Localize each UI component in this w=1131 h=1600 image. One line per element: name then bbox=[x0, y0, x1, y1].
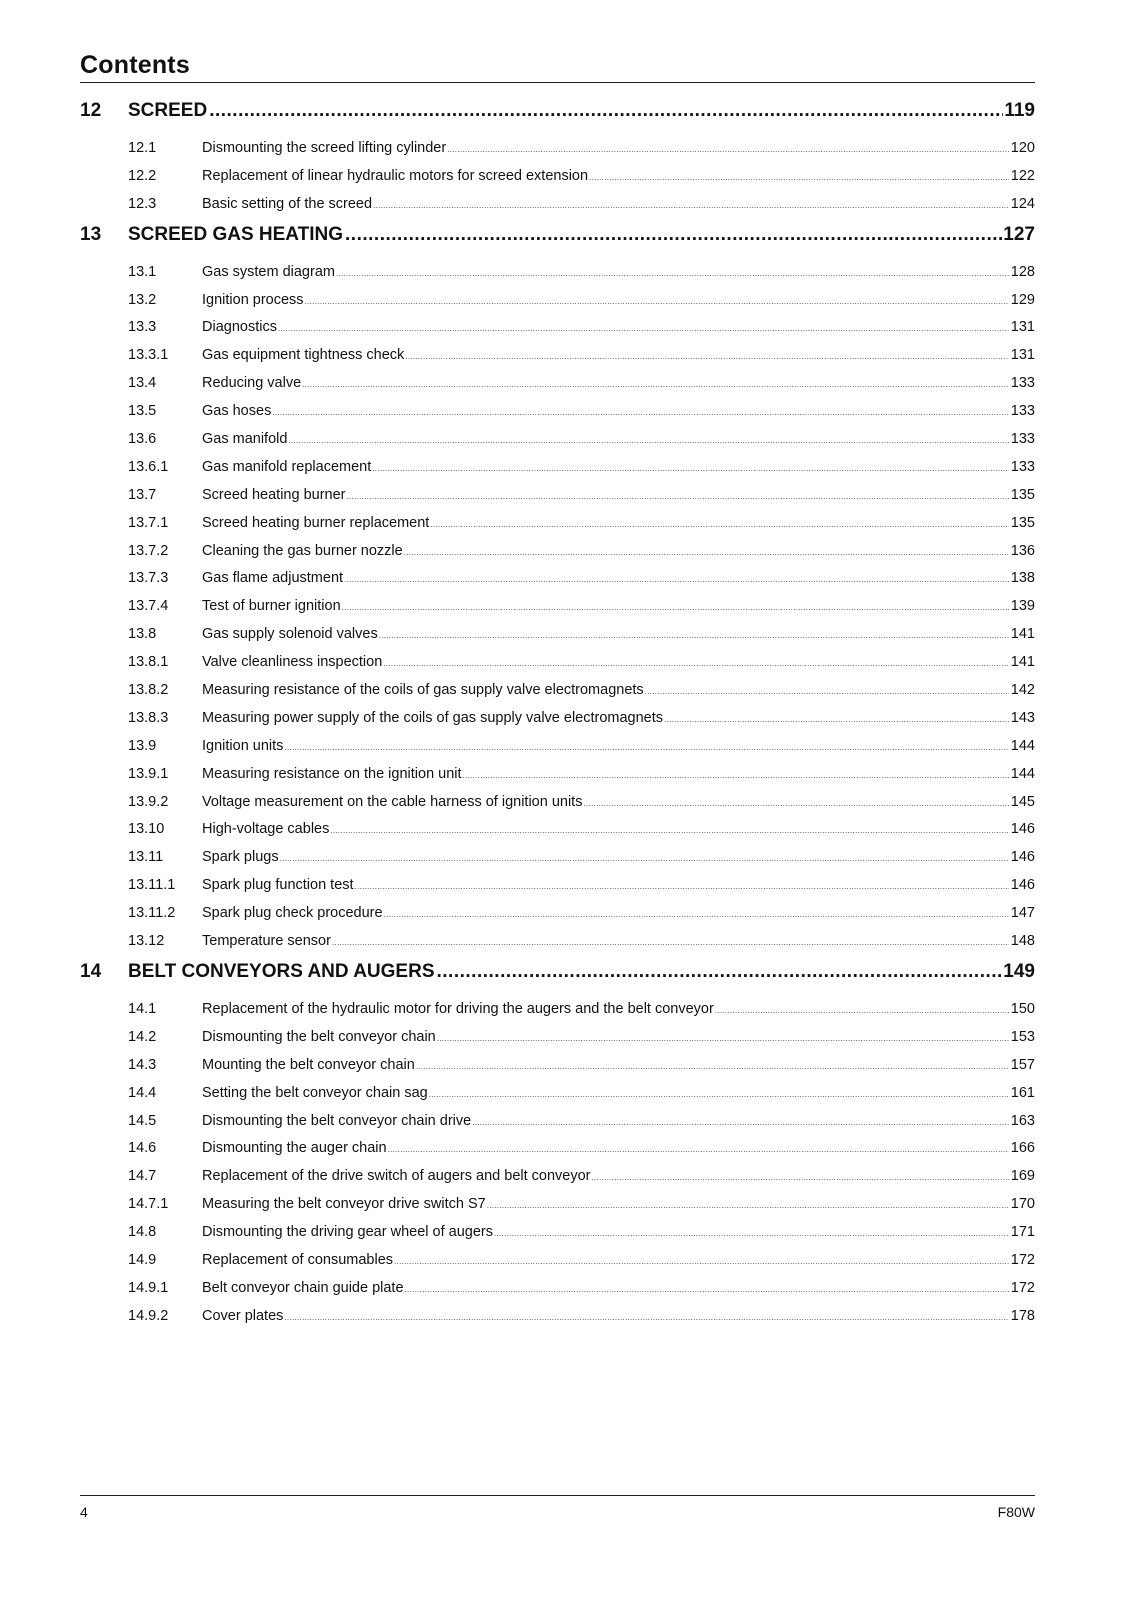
chapter-number: 13 bbox=[80, 223, 102, 245]
toc-entry[interactable] bbox=[80, 1252, 1035, 1280]
section-title: Setting the belt conveyor chain sag bbox=[202, 1084, 428, 1101]
dot-leader bbox=[437, 961, 1003, 983]
section-number: 14.9.2 bbox=[128, 1307, 169, 1324]
toc-entry[interactable] bbox=[80, 168, 1035, 196]
dot-leader bbox=[379, 631, 1009, 640]
section-page: 178 bbox=[1010, 1307, 1035, 1324]
section-number: 14.8 bbox=[128, 1224, 157, 1241]
section-number: 13.7.2 bbox=[128, 542, 169, 559]
toc-chapter-14[interactable] bbox=[80, 961, 1035, 995]
section-number: 13.7.4 bbox=[128, 598, 169, 615]
dot-leader bbox=[487, 1201, 1009, 1210]
dot-leader bbox=[383, 659, 1009, 668]
section-title: Reducing valve bbox=[202, 375, 302, 392]
section-page: 128 bbox=[1010, 263, 1035, 280]
section-title: Gas hoses bbox=[202, 403, 272, 420]
chapter-title: BELT CONVEYORS AND AUGERS bbox=[128, 960, 435, 982]
section-title: Replacement of the drive switch of augers and belt conveyor bbox=[202, 1168, 591, 1185]
dot-leader bbox=[355, 882, 1009, 891]
toc-entry[interactable] bbox=[80, 877, 1035, 905]
section-page: 133 bbox=[1010, 403, 1035, 420]
section-title: Measuring resistance of the coils of gas supply valve electromagnets bbox=[202, 682, 644, 699]
section-title: Gas system diagram bbox=[202, 263, 335, 280]
toc-entry[interactable] bbox=[80, 1085, 1035, 1113]
dot-leader bbox=[330, 826, 1008, 835]
section-page: 131 bbox=[1010, 347, 1035, 364]
section-page: 139 bbox=[1010, 598, 1035, 615]
toc-chapter-13[interactable] bbox=[80, 224, 1035, 258]
toc-entry[interactable] bbox=[80, 403, 1035, 431]
dot-leader bbox=[592, 1173, 1009, 1182]
section-number: 12.3 bbox=[128, 195, 157, 212]
section-title: Gas manifold replacement bbox=[202, 458, 372, 475]
toc-entry[interactable] bbox=[80, 766, 1035, 794]
section-title: Gas flame adjustment bbox=[202, 570, 344, 587]
dot-leader bbox=[305, 297, 1009, 306]
toc-entry[interactable] bbox=[80, 933, 1035, 961]
section-title: Replacement of consumables bbox=[202, 1251, 394, 1268]
section-number: 14.9 bbox=[128, 1251, 157, 1268]
dot-leader bbox=[405, 1285, 1009, 1294]
section-number: 13.9 bbox=[128, 737, 157, 754]
toc-entry[interactable] bbox=[80, 1168, 1035, 1196]
section-page: 138 bbox=[1010, 570, 1035, 587]
section-page: 148 bbox=[1010, 933, 1035, 950]
toc-section-list bbox=[80, 264, 1035, 961]
dot-leader bbox=[345, 224, 1002, 246]
section-title: Cover plates bbox=[202, 1307, 284, 1324]
dot-leader bbox=[284, 1313, 1008, 1322]
section-page: 124 bbox=[1010, 195, 1035, 212]
section-number: 12.2 bbox=[128, 167, 157, 184]
section-title: Temperature sensor bbox=[202, 933, 331, 950]
page-footer bbox=[80, 1495, 1035, 1526]
dot-leader bbox=[472, 1118, 1009, 1127]
table-of-contents bbox=[80, 100, 1035, 1336]
dot-leader bbox=[430, 520, 1008, 529]
section-title: Dismounting the screed lifting cylinder bbox=[202, 140, 447, 156]
section-page: 133 bbox=[1010, 431, 1035, 448]
chapter-title: SCREED bbox=[128, 100, 208, 121]
section-page: 146 bbox=[1010, 849, 1035, 866]
dot-leader bbox=[388, 1145, 1009, 1154]
section-page: 172 bbox=[1010, 1279, 1035, 1296]
chapter-number: 12 bbox=[80, 100, 102, 121]
toc-entry[interactable] bbox=[80, 794, 1035, 822]
toc-entry[interactable] bbox=[80, 626, 1035, 654]
section-page: 171 bbox=[1010, 1224, 1035, 1241]
dot-leader bbox=[416, 1062, 1009, 1071]
section-number: 14.4 bbox=[128, 1084, 157, 1101]
section-number: 13.10 bbox=[128, 821, 165, 838]
dot-leader bbox=[437, 1034, 1009, 1043]
toc-entry[interactable] bbox=[80, 319, 1035, 347]
section-page: 146 bbox=[1010, 821, 1035, 838]
section-number: 13.1 bbox=[128, 263, 157, 280]
dot-leader bbox=[645, 687, 1009, 696]
section-page: 122 bbox=[1010, 167, 1035, 184]
section-page: 146 bbox=[1010, 877, 1035, 894]
dot-leader bbox=[715, 1006, 1009, 1015]
section-number: 13.8.1 bbox=[128, 654, 169, 671]
toc-entry[interactable] bbox=[80, 347, 1035, 375]
section-page: 120 bbox=[1010, 140, 1035, 156]
section-number: 13.7 bbox=[128, 486, 157, 503]
section-title: Test of burner ignition bbox=[202, 598, 341, 615]
chapter-number: 14 bbox=[80, 960, 102, 982]
chapter-page: 149 bbox=[1003, 960, 1035, 982]
toc-section-list bbox=[80, 140, 1035, 224]
section-page: 157 bbox=[1010, 1056, 1035, 1073]
dot-leader bbox=[347, 492, 1009, 501]
toc-entry[interactable] bbox=[80, 654, 1035, 682]
toc-section-list bbox=[80, 1001, 1035, 1336]
section-number: 13.12 bbox=[128, 933, 165, 950]
section-title: Diagnostics bbox=[202, 319, 277, 336]
dot-leader bbox=[373, 201, 1009, 210]
dot-leader bbox=[405, 352, 1008, 361]
toc-entry[interactable] bbox=[80, 849, 1035, 877]
section-page: 131 bbox=[1010, 319, 1035, 336]
section-title: Screed heating burner bbox=[202, 486, 346, 503]
chapter-title: SCREED GAS HEATING bbox=[128, 223, 344, 245]
section-number: 14.2 bbox=[128, 1028, 157, 1045]
section-title: Ignition units bbox=[202, 737, 284, 754]
section-title: Dismounting the auger chain bbox=[202, 1140, 387, 1157]
section-number: 13.3.1 bbox=[128, 347, 169, 364]
section-title: Spark plugs bbox=[202, 849, 279, 866]
toc-entry[interactable] bbox=[80, 1196, 1035, 1224]
section-page: 141 bbox=[1010, 654, 1035, 671]
section-page: 161 bbox=[1010, 1084, 1035, 1101]
page-header bbox=[80, 48, 1035, 83]
dot-leader bbox=[404, 548, 1009, 557]
section-title: Spark plug function test bbox=[202, 877, 354, 894]
dot-leader bbox=[463, 771, 1009, 780]
section-page: 129 bbox=[1010, 291, 1035, 308]
section-page: 142 bbox=[1010, 682, 1035, 699]
dot-leader bbox=[302, 380, 1009, 389]
section-title: Gas equipment tightness check bbox=[202, 347, 405, 364]
toc-entry[interactable] bbox=[80, 1113, 1035, 1141]
section-number: 13.9.1 bbox=[128, 765, 169, 782]
section-title: Ignition process bbox=[202, 291, 304, 308]
section-page: 144 bbox=[1010, 737, 1035, 754]
section-page: 170 bbox=[1010, 1196, 1035, 1213]
toc-entry[interactable] bbox=[80, 821, 1035, 849]
dot-leader bbox=[344, 575, 1009, 584]
section-page: 136 bbox=[1010, 542, 1035, 559]
toc-entry[interactable] bbox=[80, 1029, 1035, 1057]
section-number: 13.11.2 bbox=[128, 905, 176, 922]
section-number: 13.6.1 bbox=[128, 458, 169, 475]
section-title: Mounting the belt conveyor chain bbox=[202, 1056, 415, 1073]
dot-leader bbox=[583, 799, 1008, 808]
dot-leader bbox=[664, 715, 1009, 724]
section-title: Measuring power supply of the coils of gas supply valve electromagnets bbox=[202, 709, 664, 726]
toc-entry[interactable] bbox=[80, 738, 1035, 766]
toc-entry[interactable] bbox=[80, 1224, 1035, 1252]
dot-leader bbox=[278, 324, 1009, 333]
dot-leader bbox=[384, 910, 1009, 919]
section-page: 169 bbox=[1010, 1168, 1035, 1185]
toc-entry[interactable] bbox=[80, 1057, 1035, 1085]
toc-entry[interactable] bbox=[80, 196, 1035, 224]
section-number: 13.9.2 bbox=[128, 793, 169, 810]
chapter-page: 127 bbox=[1003, 223, 1035, 245]
section-page: 153 bbox=[1010, 1028, 1035, 1045]
dot-leader bbox=[336, 269, 1009, 278]
section-number: 13.7.1 bbox=[128, 514, 169, 531]
dot-leader bbox=[447, 145, 1009, 154]
section-page: 143 bbox=[1010, 709, 1035, 726]
section-title: Screed heating burner replacement bbox=[202, 514, 430, 531]
section-number: 14.7.1 bbox=[128, 1196, 169, 1213]
section-number: 12.1 bbox=[128, 140, 157, 156]
toc-entry[interactable] bbox=[80, 682, 1035, 710]
toc-entry[interactable] bbox=[80, 905, 1035, 933]
toc-entry[interactable] bbox=[80, 375, 1035, 403]
section-title: Cleaning the gas burner nozzle bbox=[202, 542, 403, 559]
dot-leader bbox=[494, 1229, 1009, 1238]
section-page: 150 bbox=[1010, 1000, 1035, 1017]
dot-leader bbox=[272, 408, 1008, 417]
section-number: 13.8 bbox=[128, 626, 157, 643]
section-title: Spark plug check procedure bbox=[202, 905, 383, 922]
section-title: Valve cleanliness inspection bbox=[202, 654, 383, 671]
section-title: Basic setting of the screed bbox=[202, 195, 373, 212]
section-page: 133 bbox=[1010, 458, 1035, 475]
section-number: 13.11.1 bbox=[128, 877, 176, 894]
toc-entry[interactable] bbox=[80, 515, 1035, 543]
section-page: 147 bbox=[1010, 905, 1035, 922]
section-title: Dismounting the belt conveyor chain drive bbox=[202, 1112, 472, 1129]
dot-leader bbox=[288, 436, 1008, 445]
section-page: 141 bbox=[1010, 626, 1035, 643]
section-title: Voltage measurement on the cable harness of ignition units bbox=[202, 793, 583, 810]
section-title: Replacement of the hydraulic motor for driving the augers and the belt conveyor bbox=[202, 1000, 714, 1017]
section-number: 14.9.1 bbox=[128, 1279, 169, 1296]
section-number: 14.7 bbox=[128, 1168, 157, 1185]
toc-entry[interactable] bbox=[80, 598, 1035, 626]
dot-leader bbox=[342, 603, 1009, 612]
section-number: 13.8.3 bbox=[128, 709, 169, 726]
section-page: 144 bbox=[1010, 765, 1035, 782]
section-number: 14.6 bbox=[128, 1140, 157, 1157]
toc-entry[interactable] bbox=[80, 543, 1035, 571]
section-number: 13.5 bbox=[128, 403, 157, 420]
toc-entry[interactable] bbox=[80, 710, 1035, 738]
toc-entry[interactable] bbox=[80, 570, 1035, 598]
section-number: 14.1 bbox=[128, 1000, 157, 1017]
page-title: Contents bbox=[80, 51, 190, 79]
dot-leader bbox=[394, 1257, 1009, 1266]
toc-entry[interactable] bbox=[80, 459, 1035, 487]
toc-chapter-12[interactable] bbox=[80, 100, 1035, 134]
section-title: Replacement of linear hydraulic motors for screed extension bbox=[202, 167, 589, 184]
section-title: High-voltage cables bbox=[202, 821, 330, 838]
section-title: Gas supply solenoid valves bbox=[202, 626, 378, 643]
section-page: 135 bbox=[1010, 514, 1035, 531]
section-number: 13.4 bbox=[128, 375, 157, 392]
dot-leader bbox=[332, 938, 1009, 947]
section-number: 13.7.3 bbox=[128, 570, 169, 587]
toc-entry[interactable] bbox=[80, 1001, 1035, 1029]
footer-page-number: 4 bbox=[80, 1504, 88, 1520]
section-page: 133 bbox=[1010, 375, 1035, 392]
section-page: 172 bbox=[1010, 1251, 1035, 1268]
section-number: 13.8.2 bbox=[128, 682, 169, 699]
section-number: 14.5 bbox=[128, 1112, 157, 1129]
section-page: 135 bbox=[1010, 486, 1035, 503]
toc-entry[interactable] bbox=[80, 431, 1035, 459]
dot-leader bbox=[284, 743, 1008, 752]
dot-leader bbox=[429, 1090, 1009, 1099]
section-page: 145 bbox=[1010, 793, 1035, 810]
section-title: Gas manifold bbox=[202, 431, 288, 448]
footer-model: F80W bbox=[997, 1504, 1035, 1520]
dot-leader bbox=[372, 464, 1009, 473]
dot-leader bbox=[280, 854, 1009, 863]
section-number: 13.3 bbox=[128, 319, 157, 336]
section-number: 13.6 bbox=[128, 431, 157, 448]
section-page: 163 bbox=[1010, 1112, 1035, 1129]
section-page: 166 bbox=[1010, 1140, 1035, 1157]
toc-entry[interactable] bbox=[80, 264, 1035, 292]
toc-entry[interactable] bbox=[80, 292, 1035, 320]
toc-entry[interactable] bbox=[80, 1280, 1035, 1308]
toc-entry[interactable] bbox=[80, 1308, 1035, 1336]
section-title: Belt conveyor chain guide plate bbox=[202, 1279, 404, 1296]
dot-leader bbox=[589, 173, 1009, 182]
section-number: 13.2 bbox=[128, 291, 157, 308]
toc-entry[interactable] bbox=[80, 487, 1035, 515]
section-title: Dismounting the belt conveyor chain bbox=[202, 1028, 436, 1045]
section-title: Dismounting the driving gear wheel of augers bbox=[202, 1224, 493, 1241]
section-number: 14.3 bbox=[128, 1056, 157, 1073]
section-number: 13.11 bbox=[128, 849, 164, 866]
section-title: Measuring the belt conveyor drive switch S7 bbox=[202, 1196, 486, 1213]
section-title: Measuring resistance on the ignition unit bbox=[202, 765, 462, 782]
chapter-page: 119 bbox=[1004, 100, 1035, 121]
dot-leader bbox=[209, 100, 1003, 122]
toc-entry[interactable] bbox=[80, 140, 1035, 168]
toc-entry[interactable] bbox=[80, 1140, 1035, 1168]
